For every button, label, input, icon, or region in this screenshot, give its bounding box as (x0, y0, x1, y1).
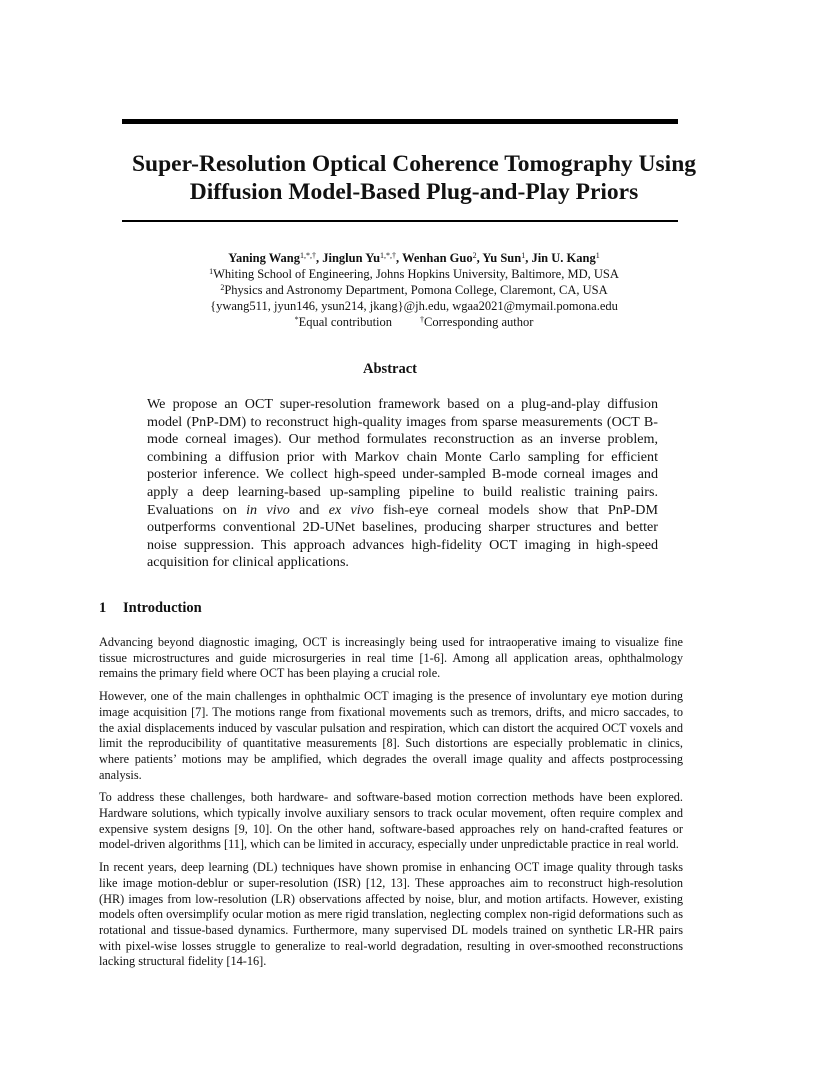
paragraph: To address these challenges, both hardware- and software-based motion correction methods have been explored. Hardware solutions, which typically involve auxiliary sensors to track ocular movement, often require complex and expensive system designs [9, 10]. On the other hand, software-based approaches rely on hand-crafted features or model-driven algorithms [11], which can be limited in accuracy, especially under unpredictable practice in real world. (99, 790, 683, 852)
abstract-text: We propose an OCT super-resolution framework based on a plug-and-play diffusion model (PnP-DM) to reconstruct high-quality images from sparse measurements (OCT B-mode corneal images). Our method formulates reconstruction as an inverse problem, combining a diffusion prior with Markov chain Monte Carlo sampling for efficient posterior inference. We collect high-speed under-sampled B-mode corneal images and apply a deep learning-based up-sampling pipeline to build realistic training pairs. Evaluations on in vivo and ex vivo fish-eye corneal models show that PnP-DM outperforms conventional 2D-UNet baselines, producing sharper structures and better noise suppression. This approach advances high-fidelity OCT imaging in high-speed acquisition for clinical applications. (147, 396, 658, 571)
author-block (100, 250, 728, 330)
affiliation-2: $^2$Physics and Astronomy Department, Pomona College, Claremont, CA, USA (220, 283, 608, 297)
paper-title (100, 150, 728, 206)
paragraph: Advancing beyond diagnostic imaging, OCT is increasingly being used for intraoperative imaing to visualize fine tissue microstructures and guide microsurgeries in real time [1-6]. Among all application areas, ophthalmology remains the primary field where OCT has been playing a crucial role. (99, 635, 683, 681)
title-top-rule (122, 119, 678, 124)
introduction-body (99, 635, 683, 977)
author-names (100, 250, 728, 266)
corresponding-author-note: †Corresponding author (420, 315, 534, 329)
paragraph: In recent years, deep learning (DL) techniques have shown promise in enhancing OCT image quality through tasks like image motion-deblur or super-resolution (ISR) [12, 13]. These approaches aim to reconstruct high-resolution (HR) images from low-resolution (LR) observations affected by noise, blur, and motion artifacts. However, existing models often oversimplify ocular motion as mere rigid translation, neglecting complex non-rigid deformations such as rotational and tissue-based dynamics. Furthermore, many supervised DL models trained on synthetic LR-HR pairs with pixel-wise losses struggle to generalize to real-world degradation, resulting in over-smoothed reconstructions lacking structural fidelity [14-16]. (99, 860, 683, 969)
author: Yu Sun$^1$, (482, 251, 532, 265)
author: Jinglun $Yu^{1,*,\dagger}$, (322, 251, 403, 265)
title-bottom-rule (122, 220, 678, 222)
section-heading-introduction (99, 600, 202, 617)
title-line-2: Diffusion Model-Based Plug-and-Play Priors (189, 179, 639, 205)
author: Jin U. Kang$^1$ (531, 251, 600, 265)
abstract-heading: Abstract (363, 361, 417, 377)
title-line-1: Super-Resolution Optical Coherence Tomography Using (131, 151, 697, 177)
section-number: 1 (99, 600, 107, 616)
section-title: Introduction (123, 600, 202, 616)
paragraph: However, one of the main challenges in ophthalmic OCT imaging is the presence of involuntary eye motion during image acquisition [7]. The motions range from fixational movements such as tremors, drifts, and micro saccades, to the axial displacements induced by vascular pulsation and respiration, which can distort the acquired OCT voxels and limit the reproducibility of quantitative measurements [8]. Such distortions are especially problematic in clinics, where patients’ motions may be amplified, which degrades the overall image quality and affects postprocessing analysis. (99, 689, 683, 782)
author: Wenhan Guo$^2$, (402, 251, 483, 265)
affiliation-1: $^1$Whiting School of Engineering, Johns Hopkins University, Baltimore, MD, USA (209, 267, 619, 281)
equal-contribution-note: *Equal contribution (294, 315, 393, 329)
author-emails: {ywang511, jyun146, ysun214, jkang}@jh.edu, wgaa2021@mymail.pomona.edu (210, 299, 618, 313)
contribution-notes (100, 314, 728, 330)
author: Yaning Wang$^{1,*,\dagger}$, (228, 251, 323, 265)
